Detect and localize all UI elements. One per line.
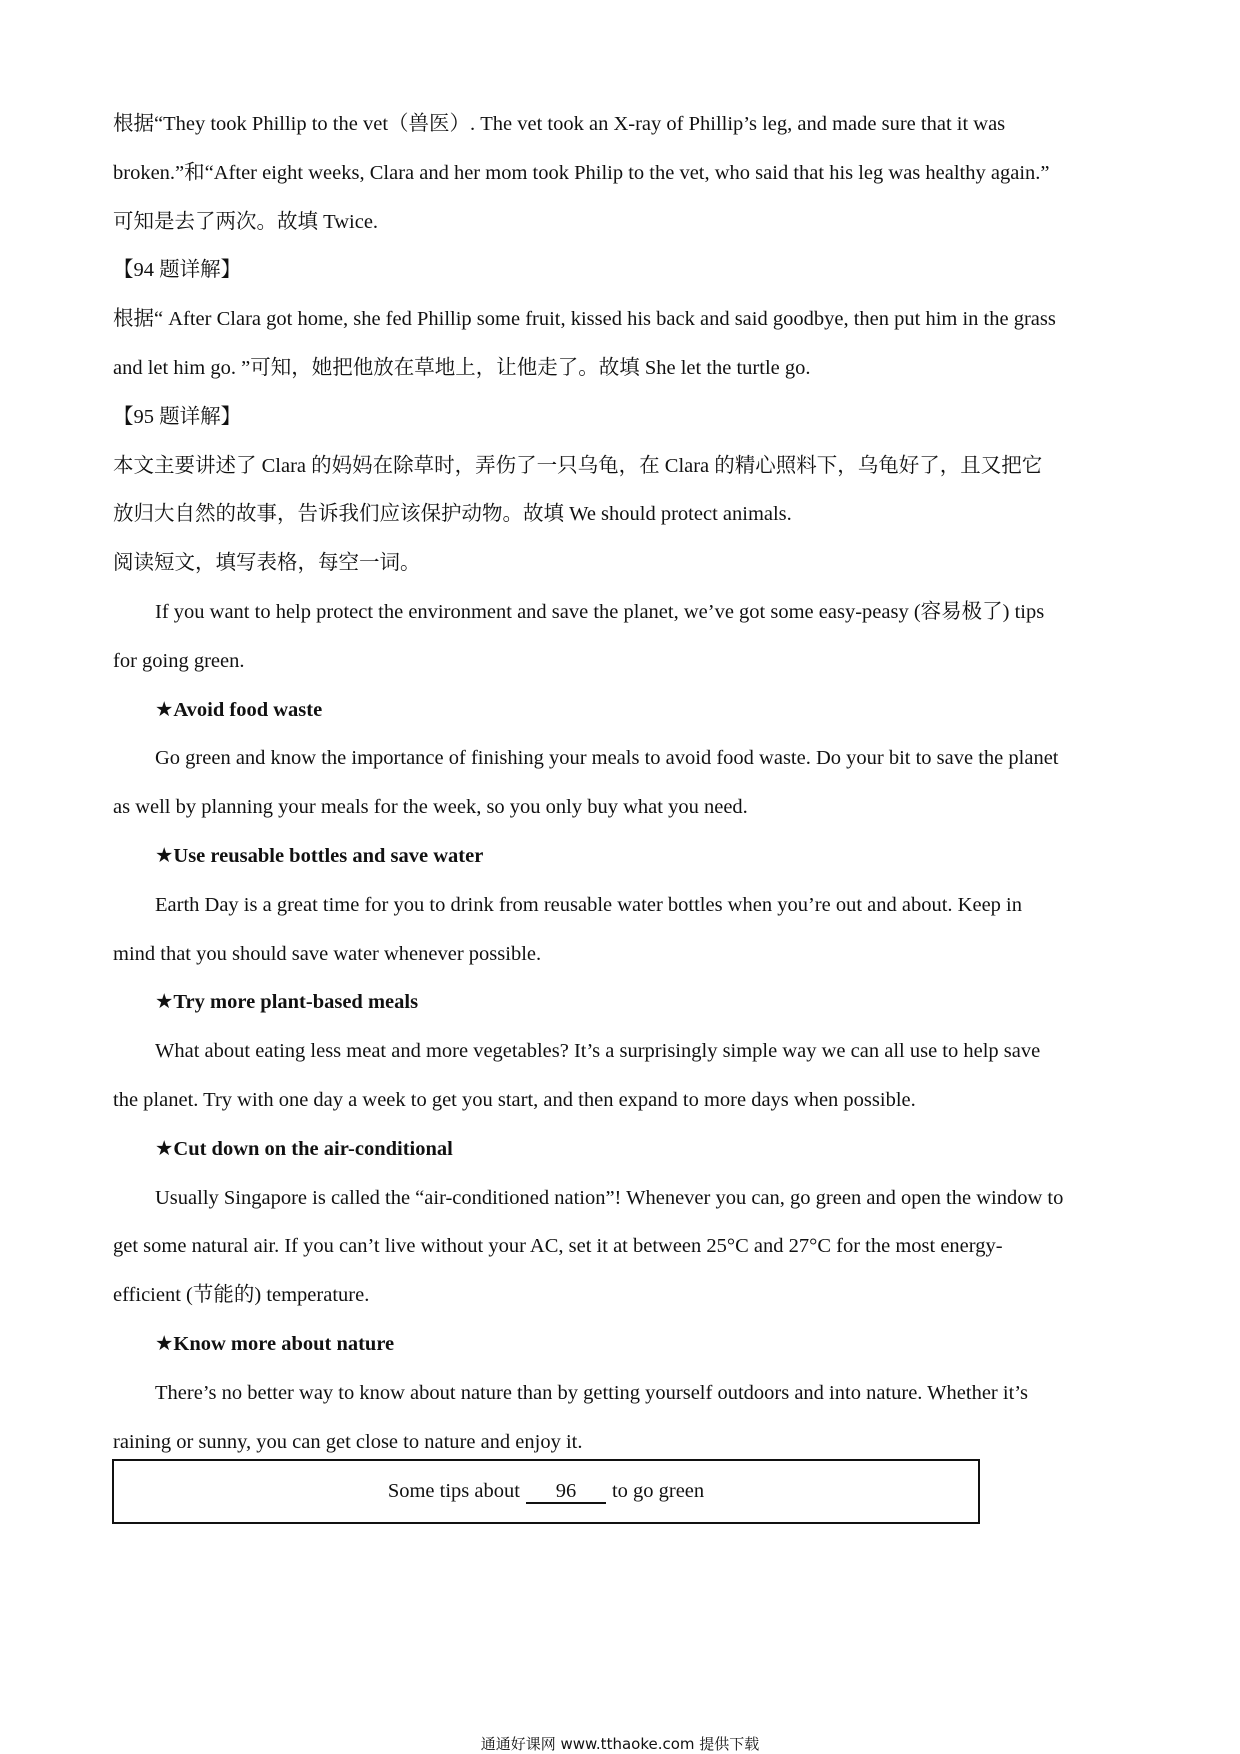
section-paragraph-line: efficient (节能的) temperature. (113, 1284, 370, 1307)
q94-header: 【94 题详解】 (113, 259, 242, 282)
section-heading (113, 1320, 1133, 1369)
section-heading-text: Cut down on the air-conditional (173, 1137, 453, 1160)
analysis-93-line-3: 可知是去了两次。故填 Twice. (113, 210, 379, 233)
analysis-95-line-2: 放归大自然的故事，告诉我们应该保护动物。故填 We should protect animals. (113, 503, 792, 526)
section-paragraph-line: Usually Singapore is called the “air-conditioned nation”! Whenever you can, go green and open the window to (155, 1186, 1064, 1209)
section-heading (113, 1125, 1133, 1174)
analysis-93-line-2: broken.”和“After eight weeks, Clara and her mom took Philip to the vet, who said that his leg was healthy again.” (113, 161, 1050, 184)
section-heading (113, 832, 1133, 881)
section-heading-text: Avoid food waste (173, 698, 323, 721)
star-icon: ★ (155, 1332, 174, 1355)
analysis-94-line-2: and let him go. ”可知，她把他放在草地上，让他走了。故填 She let the turtle go. (113, 356, 811, 379)
star-icon: ★ (155, 991, 174, 1014)
page-footer: 通通好课网 www.tthaoke.com 提供下载 (480, 1735, 760, 1753)
section-heading (113, 686, 1133, 735)
q95-header: 【95 题详解】 (113, 405, 242, 428)
section-paragraph-line: There’s no better way to know about nature than by getting yourself outdoors and into nature. Whether it’s (155, 1381, 1028, 1404)
table-suffix: to go green (611, 1480, 705, 1502)
instructions: 阅读短文，填写表格，每空一词。 (113, 552, 421, 575)
section-paragraph-line: the planet. Try with one day a week to get you start, and then expand to more days when possible. (113, 1088, 916, 1111)
analysis-94-line-1: 根据“ After Clara got home, she fed Phillip some fruit, kissed his back and said goodbye, then put him in the grass (113, 308, 1056, 331)
section-heading-text: Know more about nature (173, 1332, 395, 1355)
section-paragraph-line: mind that you should save water whenever possible. (113, 942, 542, 965)
section-paragraph-line: Go green and know the importance of finishing your meals to avoid food waste. Do your bit to save the planet (155, 747, 1059, 770)
section-heading (113, 978, 1133, 1027)
passage-intro-line-2: for going green. (113, 649, 245, 672)
star-icon: ★ (155, 844, 174, 867)
analysis-93-line-1: 根据“They took Phillip to the vet（兽医）. The vet took an X-ray of Phillip’s leg, and made sure that it was (113, 113, 1006, 135)
section-paragraph-line: Earth Day is a great time for you to drink from reusable water bottles when you’re out and about. Keep in (155, 893, 1022, 916)
passage-intro-line-1: If you want to help protect the environment and save the planet, we’ve got some easy-peasy (容易极了) tips (155, 600, 1045, 623)
answer-blank-96[interactable]: 96 (526, 1480, 606, 1504)
analysis-95-line-1: 本文主要讲述了 Clara 的妈妈在除草时，弄伤了一只乌龟，在 Clara 的精心照料下，乌龟好了，且又把它 (113, 454, 1043, 477)
section-heading-text: Try more plant-based meals (173, 991, 419, 1014)
star-icon: ★ (155, 1137, 174, 1160)
document-body (113, 100, 1133, 1466)
section-heading-text: Use reusable bottles and save water (173, 844, 484, 867)
star-icon: ★ (155, 698, 174, 721)
section-paragraph-line: What about eating less meat and more vegetables? It’s a surprisingly simple way we can all use to help save (155, 1040, 1041, 1063)
section-paragraph-line: as well by planning your meals for the week, so you only buy what you need. (113, 796, 748, 819)
section-paragraph-line: raining or sunny, you can get close to nature and enjoy it. (113, 1430, 583, 1453)
table-prefix: Some tips about (387, 1480, 520, 1502)
section-paragraph-line: get some natural air. If you can’t live without your AC, set it at between 25°C and 27°C for the most energy- (113, 1235, 1003, 1258)
answer-table (112, 1459, 980, 1524)
